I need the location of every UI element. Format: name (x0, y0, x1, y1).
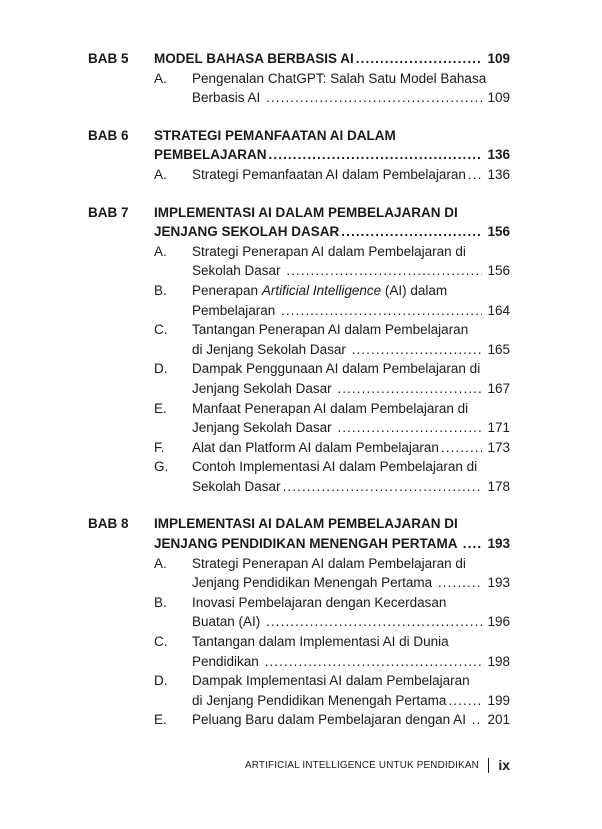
item-lines (192, 457, 510, 496)
entry-text: Contoh Implementasi AI dalam Pembelajaran di (192, 459, 478, 475)
toc-entry-line (154, 203, 510, 223)
page-number: 164 (487, 302, 510, 318)
page-number: 193 (487, 575, 510, 591)
page-number: 196 (487, 614, 510, 630)
chapter-bab-8 (88, 514, 510, 730)
page-number: 199 (487, 692, 510, 708)
toc-entry-line (154, 126, 510, 146)
chapter-label: BAB 7 (88, 204, 129, 220)
item-letter: A. (154, 166, 167, 182)
chapter-label: BAB 5 (88, 51, 129, 66)
toc-entry-line (154, 222, 510, 242)
entry-text: Alat dan Platform AI dalam Pembelajaran (192, 439, 439, 455)
chapter-bab-7 (88, 203, 510, 497)
entry-text: Strategi Penerapan AI dalam Pembelajaran di (192, 555, 466, 571)
chapter-bab-6 (88, 126, 510, 185)
toc-entry-line (192, 359, 510, 379)
page-number: 171 (487, 420, 510, 436)
entry-text: JENJANG SEKOLAH DASAR (154, 224, 340, 240)
chapter-title (154, 126, 510, 165)
entry-text: IMPLEMENTASI AI DALAM PEMBELAJARAN DI (154, 204, 458, 220)
entry-text: Sekolah Dasar (192, 478, 281, 494)
toc-entry-line (192, 652, 510, 672)
dot-leader (264, 88, 482, 108)
item-letter: C. (154, 322, 168, 338)
chapter-bab-5 (88, 49, 510, 108)
item-lines (192, 359, 510, 398)
item-lines (192, 399, 510, 438)
entry-text: Inovasi Pembelajaran dengan Kecerdasan (192, 594, 447, 610)
chapter-title (154, 514, 510, 553)
dot-leader (354, 49, 483, 69)
plain-text: Penerapan (192, 282, 262, 298)
toc-item-c (154, 632, 510, 671)
item-letter: D. (154, 673, 168, 689)
toc-item-a (154, 554, 510, 593)
toc-entry-line (192, 612, 510, 632)
toc-entry-line (192, 573, 510, 593)
entry-text: Pembelajaran (192, 302, 280, 318)
page-number: 178 (487, 478, 510, 494)
chapter-title (154, 203, 510, 242)
item-letter: A. (154, 70, 167, 86)
item-letter: E. (154, 400, 167, 416)
entry-text: Sekolah Dasar (192, 263, 285, 279)
footer-divider (488, 758, 490, 773)
toc-entry-line (192, 88, 510, 108)
entry-text: Strategi Penerapan AI dalam Pembelajaran di (192, 243, 466, 259)
entry-text: Berbasis AI (192, 90, 265, 106)
dot-leader (267, 145, 483, 165)
italic-text: Artificial Intelligence (261, 282, 382, 298)
dot-leader (264, 612, 482, 632)
item-lines (192, 320, 510, 359)
toc-entry-line (192, 301, 510, 321)
toc-item-d (154, 359, 510, 398)
item-lines (192, 438, 510, 458)
entry-text: di Jenjang Pendidikan Menengah Pertama (192, 692, 447, 708)
dot-leader (436, 573, 483, 593)
toc-entry-line (192, 438, 510, 458)
chapter-body (154, 203, 510, 497)
toc-entry-line (154, 49, 510, 69)
toc-item-f (154, 438, 510, 458)
dot-leader (350, 340, 483, 360)
entry-text: Dampak Implementasi AI dalam Pembelajaran (192, 673, 470, 689)
plain-text: (AI) dalam (381, 282, 448, 298)
page-number: 156 (487, 224, 510, 240)
item-lines (192, 242, 510, 281)
dot-leader (461, 534, 483, 554)
toc-item-b (154, 281, 510, 320)
page-number: 156 (487, 263, 510, 279)
item-letter: B. (154, 594, 167, 610)
toc-item-a (154, 69, 510, 108)
item-letter: A. (154, 555, 167, 571)
chapter-title (154, 49, 510, 69)
chapter-label: BAB 8 (88, 516, 129, 532)
entry-text: IMPLEMENTASI AI DALAM PEMBELAJARAN DI (154, 516, 458, 532)
toc-entry-line (192, 281, 510, 301)
dot-leader (470, 710, 483, 730)
entry-text: JENJANG PENDIDIKAN MENENGAH PERTAMA (154, 536, 461, 552)
item-letter: F. (154, 439, 165, 455)
chapter-body (154, 126, 510, 185)
toc-entry-line (192, 69, 510, 89)
dot-leader (279, 301, 482, 321)
toc-entry-line (192, 457, 510, 477)
toc-entry-line (192, 261, 510, 281)
entry-text: Peluang Baru dalam Pembelajaran dengan AI (192, 712, 470, 728)
page-number: 201 (487, 712, 510, 728)
page-number: 165 (487, 341, 510, 357)
entry-text: Jenjang Sekolah Dasar (192, 380, 336, 396)
item-letter: C. (154, 634, 168, 650)
page-number: 198 (487, 653, 510, 669)
page-footer (230, 757, 510, 773)
item-lines (192, 554, 510, 593)
page-number: 173 (487, 439, 510, 455)
toc-entry-line (192, 554, 510, 574)
entry-text: Buatan (AI) (192, 614, 265, 630)
entry-text: Pengenalan ChatGPT: Salah Satu Model Bahasa (192, 70, 487, 86)
page-number: 167 (487, 380, 510, 396)
item-lines (192, 671, 510, 710)
toc-entry-line (192, 710, 510, 730)
item-lines (192, 281, 510, 320)
dot-leader (284, 261, 482, 281)
dot-leader (335, 418, 482, 438)
entry-text: Tantangan dalam Implementasi AI di Dunia (192, 634, 449, 650)
toc-entry-line (192, 165, 510, 185)
toc-entry-line (154, 145, 510, 165)
dot-leader (446, 691, 482, 711)
entry-text: Manfaat Penerapan AI dalam Pembelajaran di (192, 400, 469, 416)
page-number: 193 (487, 536, 510, 552)
entry-text: Jenjang Pendidikan Menengah Pertama (192, 575, 436, 591)
toc-entry-line (192, 671, 510, 691)
toc-item-c (154, 320, 510, 359)
toc-entry-line (192, 320, 510, 340)
entry-text: MODEL BAHASA BERBASIS AI (154, 51, 354, 66)
toc-entry-line (192, 632, 510, 652)
toc-entry-line (154, 514, 510, 534)
dot-leader (339, 222, 482, 242)
item-lines (192, 69, 510, 108)
toc-item-e (154, 710, 510, 730)
toc-item-b (154, 593, 510, 632)
chapter-body (154, 49, 510, 108)
chapter-body (154, 514, 510, 730)
toc-entry-line (192, 379, 510, 399)
dot-leader (263, 652, 483, 672)
item-letter: G. (154, 459, 169, 475)
toc-entry-line (192, 242, 510, 262)
item-letter: D. (154, 361, 168, 377)
item-lines (192, 710, 510, 730)
dot-leader (281, 477, 483, 497)
toc-item-e (154, 399, 510, 438)
toc-entry-line (192, 691, 510, 711)
entry-text: Jenjang Sekolah Dasar (192, 420, 336, 436)
entry-text: Pendidikan (192, 653, 263, 669)
dot-leader (439, 438, 483, 458)
entry-text: STRATEGI PEMANFAATAN AI DALAM (154, 127, 396, 143)
toc-entry-line (192, 399, 510, 419)
item-lines (192, 632, 510, 671)
chapter-label: BAB 6 (88, 127, 129, 143)
dot-leader (335, 379, 482, 399)
toc-entry-line (154, 534, 510, 554)
page-number: 136 (487, 166, 510, 182)
toc-entry-line (192, 477, 510, 497)
page-number: 109 (487, 51, 510, 66)
toc-entry-line (192, 340, 510, 360)
entry-text: Tantangan Penerapan AI dalam Pembelajaran (192, 322, 469, 338)
item-lines (192, 165, 510, 185)
item-lines (192, 593, 510, 632)
dot-leader (466, 165, 483, 185)
item-letter: A. (154, 243, 167, 259)
entry-text: Strategi Pemanfaatan AI dalam Pembelajaran (192, 166, 466, 182)
toc-entry-line (192, 418, 510, 438)
footer-book-title: ARTIFICIAL INTELLIGENCE UNTUK PENDIDIKAN (244, 759, 479, 771)
entry-text: Dampak Penggunaan AI dalam Pembelajaran di (192, 361, 481, 377)
item-letter: B. (154, 282, 167, 298)
footer-page-number: ix (498, 757, 510, 773)
toc (88, 49, 510, 730)
page-number: 136 (487, 147, 510, 163)
toc-entry-line (192, 593, 510, 613)
toc-item-a (154, 165, 510, 185)
toc-item-g (154, 457, 510, 496)
entry-text: PEMBELAJARAN (154, 147, 267, 163)
toc-item-d (154, 671, 510, 710)
entry-text (192, 281, 447, 301)
page-number: 109 (487, 90, 510, 106)
entry-text: di Jenjang Sekolah Dasar (192, 341, 350, 357)
toc-item-a (154, 242, 510, 281)
item-letter: E. (154, 712, 167, 728)
